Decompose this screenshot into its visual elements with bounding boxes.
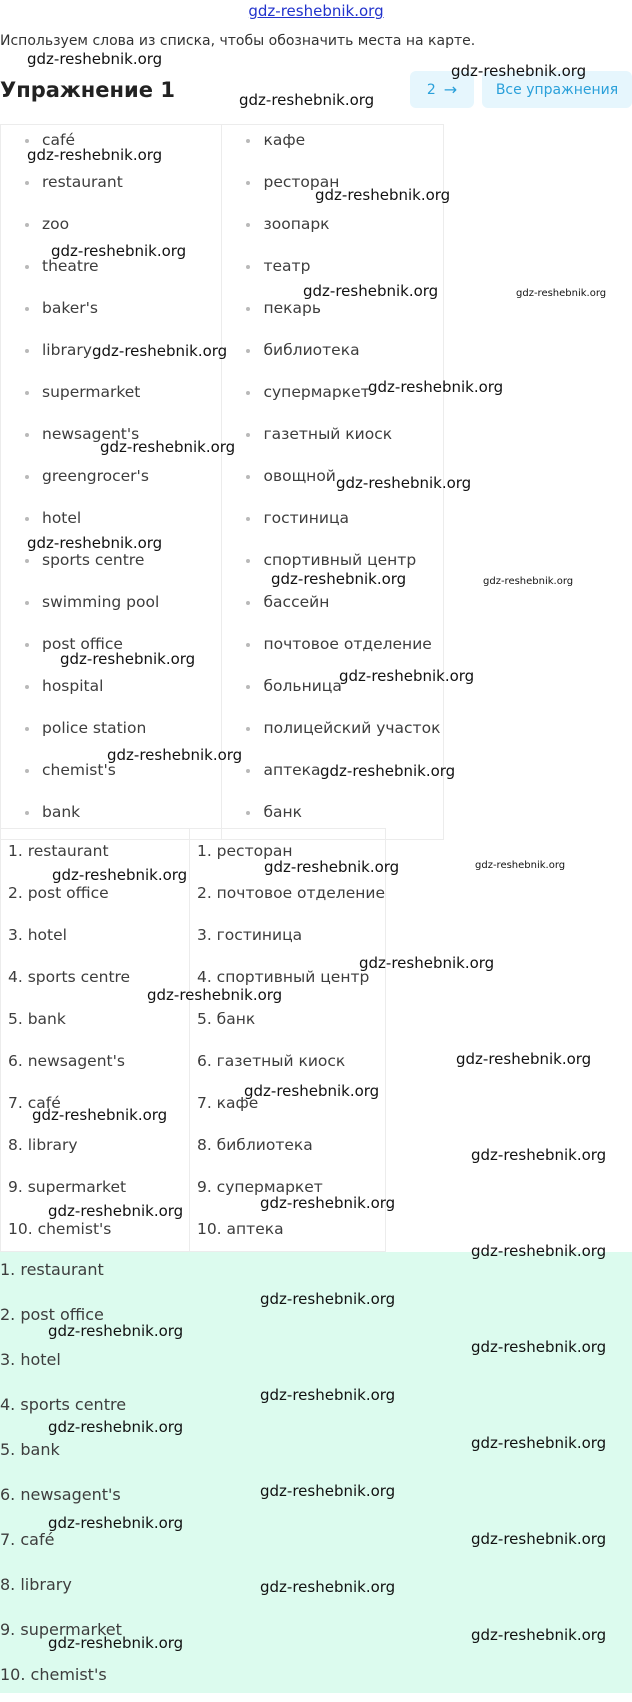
watermark: gdz-reshebnik.org	[320, 762, 456, 780]
watermark: gdz-reshebnik.org	[339, 667, 475, 685]
vocabulary-item: зоопарк	[222, 209, 443, 251]
arrow-right-icon: →	[443, 80, 458, 99]
watermark: gdz-reshebnik.org	[451, 62, 587, 80]
watermark: gdz-reshebnik.org	[516, 288, 607, 299]
answer-item: 5. bank	[8, 1010, 66, 1028]
answers-en-column	[1, 829, 190, 1252]
final-answer-item: 8. library	[0, 1575, 72, 1594]
answers-table	[0, 828, 386, 1252]
all-exercises-button[interactable]: Все упражнения	[482, 71, 632, 108]
final-answer-item: 4. sports centre	[0, 1395, 127, 1414]
vocabulary-ru-list	[222, 125, 443, 839]
answer-item: 10. chemist's	[8, 1220, 112, 1238]
next-exercise-button[interactable]	[410, 71, 474, 108]
final-answer-item: 3. hotel	[0, 1350, 61, 1369]
watermark: gdz-reshebnik.org	[244, 1082, 380, 1100]
answer-item: 4. sports centre	[8, 968, 131, 986]
watermark: gdz-reshebnik.org	[92, 342, 228, 360]
final-answer-item: 9. supermarket	[0, 1620, 122, 1639]
watermark: gdz-reshebnik.org	[471, 1338, 607, 1356]
vocabulary-item: библиотека	[222, 335, 443, 377]
vocabulary-item: спортивный центр	[222, 545, 443, 587]
answers-en-list	[1, 829, 189, 1249]
final-answer-item: 10. chemist's	[0, 1665, 107, 1684]
watermark: gdz-reshebnik.org	[303, 282, 439, 300]
watermark: gdz-reshebnik.org	[51, 242, 187, 260]
watermark: gdz-reshebnik.org	[315, 186, 451, 204]
vocabulary-en-column	[1, 125, 222, 840]
answer-item: 5. банк	[196, 1010, 256, 1028]
watermark: gdz-reshebnik.org	[471, 1530, 607, 1548]
vocabulary-item: ресторан	[222, 167, 443, 209]
vocabulary-item: newsagent's	[1, 419, 221, 461]
watermark: gdz-reshebnik.org	[100, 438, 236, 456]
watermark: gdz-reshebnik.org	[260, 1290, 396, 1308]
answer-item: 7. café	[8, 1094, 61, 1112]
watermark: gdz-reshebnik.org	[260, 1386, 396, 1404]
watermark: gdz-reshebnik.org	[48, 1322, 184, 1340]
watermark: gdz-reshebnik.org	[456, 1050, 592, 1068]
answer-item: 3. hotel	[8, 926, 67, 944]
answers-ru-list	[190, 829, 385, 1249]
exercise-instruction: Используем слова из списка, чтобы обозначить места на карте.	[0, 33, 476, 49]
watermark: gdz-reshebnik.org	[107, 746, 243, 764]
watermark: gdz-reshebnik.org	[239, 91, 375, 109]
watermark: gdz-reshebnik.org	[260, 1578, 396, 1596]
watermark: gdz-reshebnik.org	[368, 378, 504, 396]
vocabulary-table	[0, 124, 444, 840]
vocabulary-item: restaurant	[1, 167, 221, 209]
final-answer-item: 6. newsagent's	[0, 1485, 121, 1504]
answer-item: 8. library	[8, 1136, 78, 1154]
vocabulary-item: swimming pool	[1, 587, 221, 629]
vocabulary-item: газетный киоск	[222, 419, 443, 461]
vocabulary-item: theatre	[1, 251, 221, 293]
vocabulary-item: police station	[1, 713, 221, 755]
watermark: gdz-reshebnik.org	[264, 858, 400, 876]
answer-item: 1. restaurant	[8, 842, 109, 860]
watermark: gdz-reshebnik.org	[260, 1194, 396, 1212]
final-answer-item: 1. restaurant	[0, 1260, 104, 1279]
vocabulary-item: hotel	[1, 503, 221, 545]
vocabulary-item: chemist's	[1, 755, 221, 797]
vocabulary-item: почтовое отделение	[222, 629, 443, 671]
vocabulary-item: супермаркет	[222, 377, 443, 419]
site-logo[interactable]: gdz-reshebnik.org	[248, 2, 384, 20]
vocabulary-item: театр	[222, 251, 443, 293]
final-answer-item: 5. bank	[0, 1440, 60, 1459]
watermark: gdz-reshebnik.org	[48, 1514, 184, 1532]
vocabulary-item: supermarket	[1, 377, 221, 419]
watermark: gdz-reshebnik.org	[475, 860, 566, 871]
watermark: gdz-reshebnik.org	[60, 650, 196, 668]
answer-item: 4. спортивный центр	[196, 968, 370, 986]
watermark: gdz-reshebnik.org	[471, 1146, 607, 1164]
watermark: gdz-reshebnik.org	[52, 866, 188, 884]
vocabulary-item: bank	[1, 797, 221, 839]
vocabulary-item: банк	[222, 797, 443, 839]
answer-item: 2. почтовое отделение	[196, 884, 385, 902]
vocabulary-item: café	[1, 125, 221, 167]
watermark: gdz-reshebnik.org	[260, 1482, 396, 1500]
vocabulary-item: больница	[222, 671, 443, 713]
watermark: gdz-reshebnik.org	[48, 1202, 184, 1220]
vocabulary-item: овощной	[222, 461, 443, 503]
watermark: gdz-reshebnik.org	[27, 534, 163, 552]
answer-item: 6. newsagent's	[8, 1052, 125, 1070]
watermark: gdz-reshebnik.org	[483, 576, 574, 587]
answer-item: 1. ресторан	[196, 842, 293, 860]
answer-item: 9. супермаркет	[196, 1178, 323, 1196]
watermark: gdz-reshebnik.org	[471, 1434, 607, 1452]
watermark: gdz-reshebnik.org	[359, 954, 495, 972]
answer-item: 6. газетный киоск	[196, 1052, 346, 1070]
watermark: gdz-reshebnik.org	[147, 986, 283, 1004]
answer-item: 3. гостиница	[196, 926, 303, 944]
answer-item: 10. аптека	[196, 1220, 284, 1238]
answer-item: 2. post office	[8, 884, 109, 902]
vocabulary-item: аптека	[222, 755, 443, 797]
vocabulary-item: hospital	[1, 671, 221, 713]
final-answer-item: 2. post office	[0, 1305, 104, 1324]
watermark: gdz-reshebnik.org	[336, 474, 472, 492]
vocabulary-item: post office	[1, 629, 221, 671]
next-exercise-label: 2	[426, 81, 436, 98]
final-answer-item: 7. café	[0, 1530, 55, 1549]
vocabulary-en-list	[1, 125, 221, 839]
final-answers-list	[0, 1252, 632, 1702]
exercise-title: Упражнение 1	[0, 78, 175, 102]
watermark: gdz-reshebnik.org	[48, 1418, 184, 1436]
vocabulary-item: library	[1, 335, 221, 377]
answer-item: 7. кафе	[196, 1094, 259, 1112]
watermark: gdz-reshebnik.org	[471, 1242, 607, 1260]
vocabulary-item: greengrocer's	[1, 461, 221, 503]
vocabulary-item: sports centre	[1, 545, 221, 587]
vocabulary-item: пекарь	[222, 293, 443, 335]
watermark: gdz-reshebnik.org	[48, 1634, 184, 1652]
answer-item: 8. библиотека	[196, 1136, 313, 1154]
vocabulary-item: бассейн	[222, 587, 443, 629]
vocabulary-item: полицейский участок	[222, 713, 443, 755]
watermark: gdz-reshebnik.org	[27, 146, 163, 164]
watermark: gdz-reshebnik.org	[27, 50, 163, 68]
watermark: gdz-reshebnik.org	[32, 1106, 168, 1124]
watermark: gdz-reshebnik.org	[271, 570, 407, 588]
vocabulary-item: baker's	[1, 293, 221, 335]
watermark: gdz-reshebnik.org	[471, 1626, 607, 1644]
answer-box	[0, 1252, 632, 1693]
vocabulary-ru-column	[222, 125, 444, 840]
vocabulary-item: гостиница	[222, 503, 443, 545]
answer-item: 9. supermarket	[8, 1178, 127, 1196]
vocabulary-item: кафе	[222, 125, 443, 167]
answers-ru-column	[189, 829, 385, 1252]
vocabulary-item: zoo	[1, 209, 221, 251]
